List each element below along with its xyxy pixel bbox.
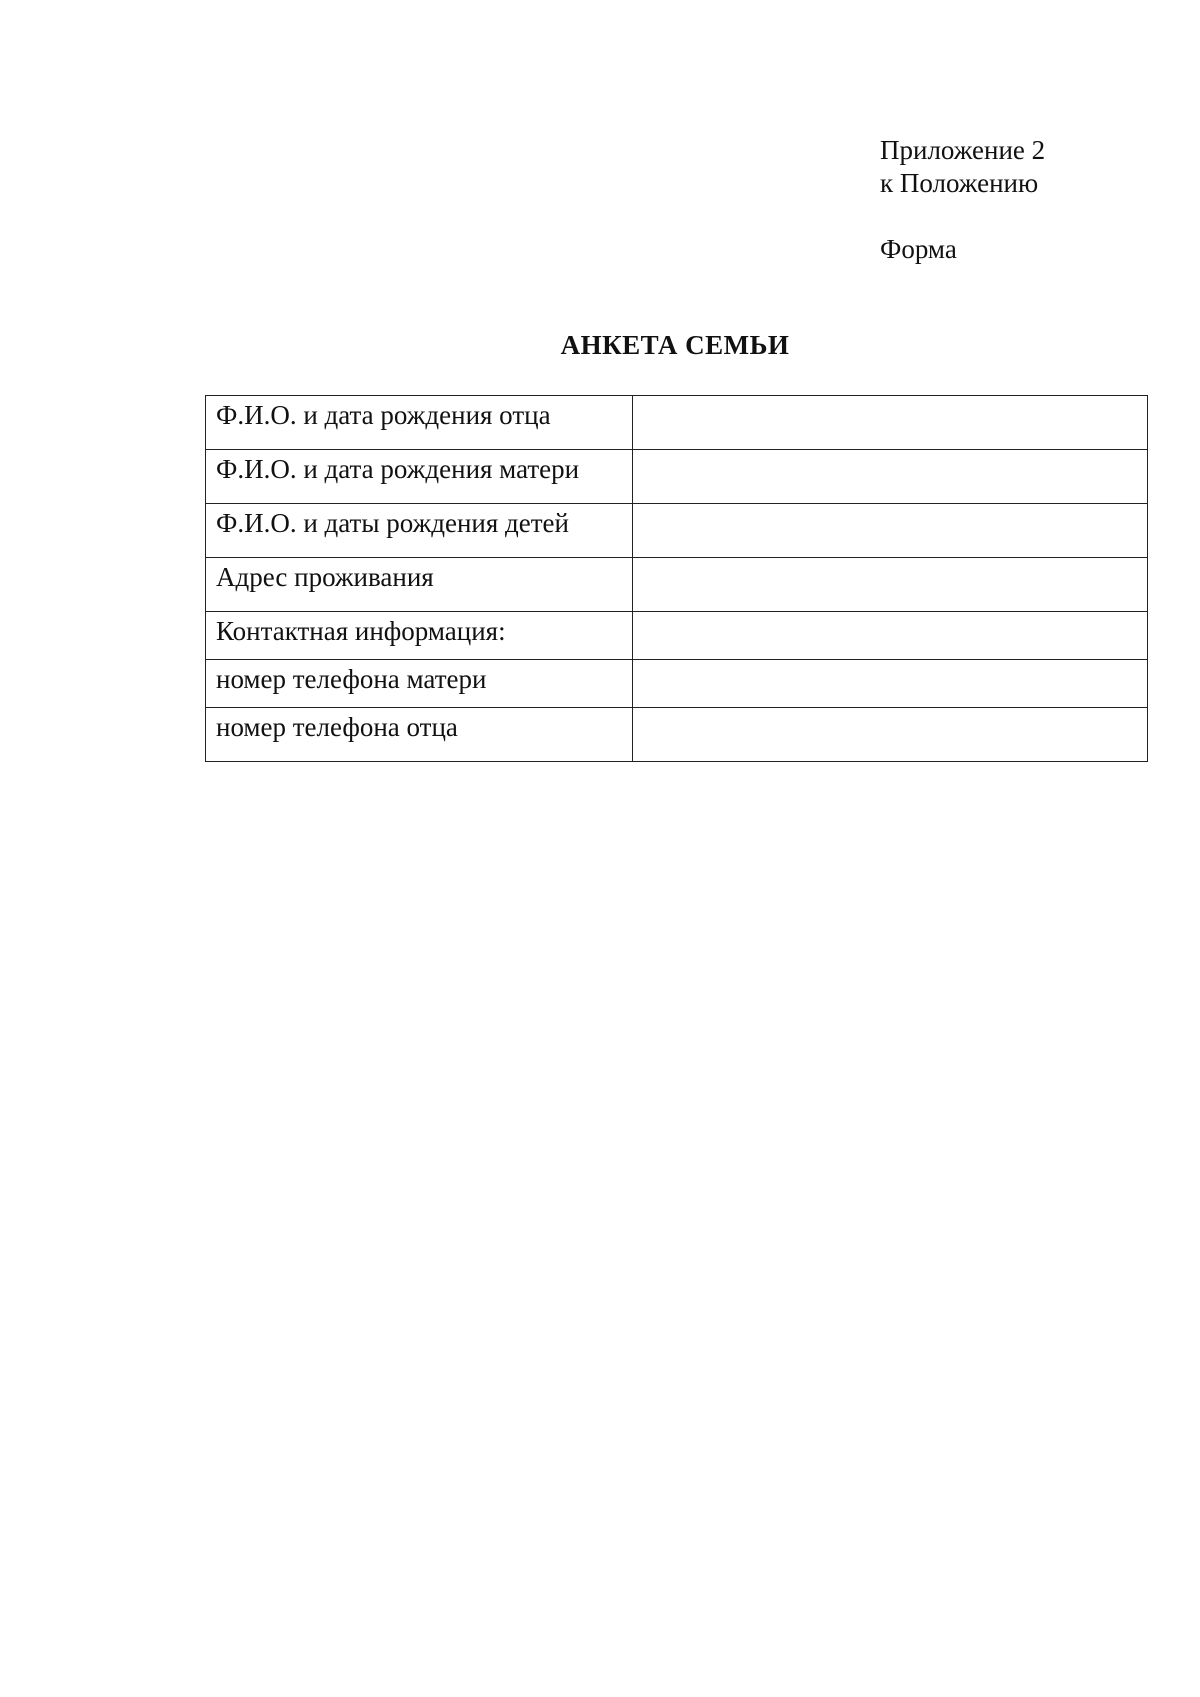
table-row xyxy=(206,504,1148,558)
row-label-father-phone: номер телефона отца xyxy=(206,708,633,762)
table-row xyxy=(206,708,1148,762)
table-row xyxy=(206,660,1148,708)
table-row xyxy=(206,558,1148,612)
row-value-mother-phone[interactable] xyxy=(633,660,1148,708)
table-row xyxy=(206,396,1148,450)
appendix-header xyxy=(880,134,1045,266)
row-label-children: Ф.И.О. и даты рождения детей xyxy=(206,504,633,558)
row-value-father[interactable] xyxy=(633,396,1148,450)
appendix-reference: к Положению xyxy=(880,168,1039,198)
family-questionnaire-table xyxy=(205,395,1148,762)
row-label-contact-info: Контактная информация: xyxy=(206,612,633,660)
row-label-mother-phone: номер телефона матери xyxy=(206,660,633,708)
row-value-contact-info[interactable] xyxy=(633,612,1148,660)
row-value-mother[interactable] xyxy=(633,450,1148,504)
table-row xyxy=(206,450,1148,504)
row-value-address[interactable] xyxy=(633,558,1148,612)
row-label-address: Адрес проживания xyxy=(206,558,633,612)
document-title: АНКЕТА СЕМЬИ xyxy=(560,330,790,360)
row-label-father: Ф.И.О. и дата рождения отца xyxy=(206,396,633,450)
form-label: Форма xyxy=(880,234,957,264)
row-value-father-phone[interactable] xyxy=(633,708,1148,762)
row-label-mother: Ф.И.О. и дата рождения матери xyxy=(206,450,633,504)
appendix-number: Приложение 2 xyxy=(880,135,1046,165)
row-value-children[interactable] xyxy=(633,504,1148,558)
table-row xyxy=(206,612,1148,660)
